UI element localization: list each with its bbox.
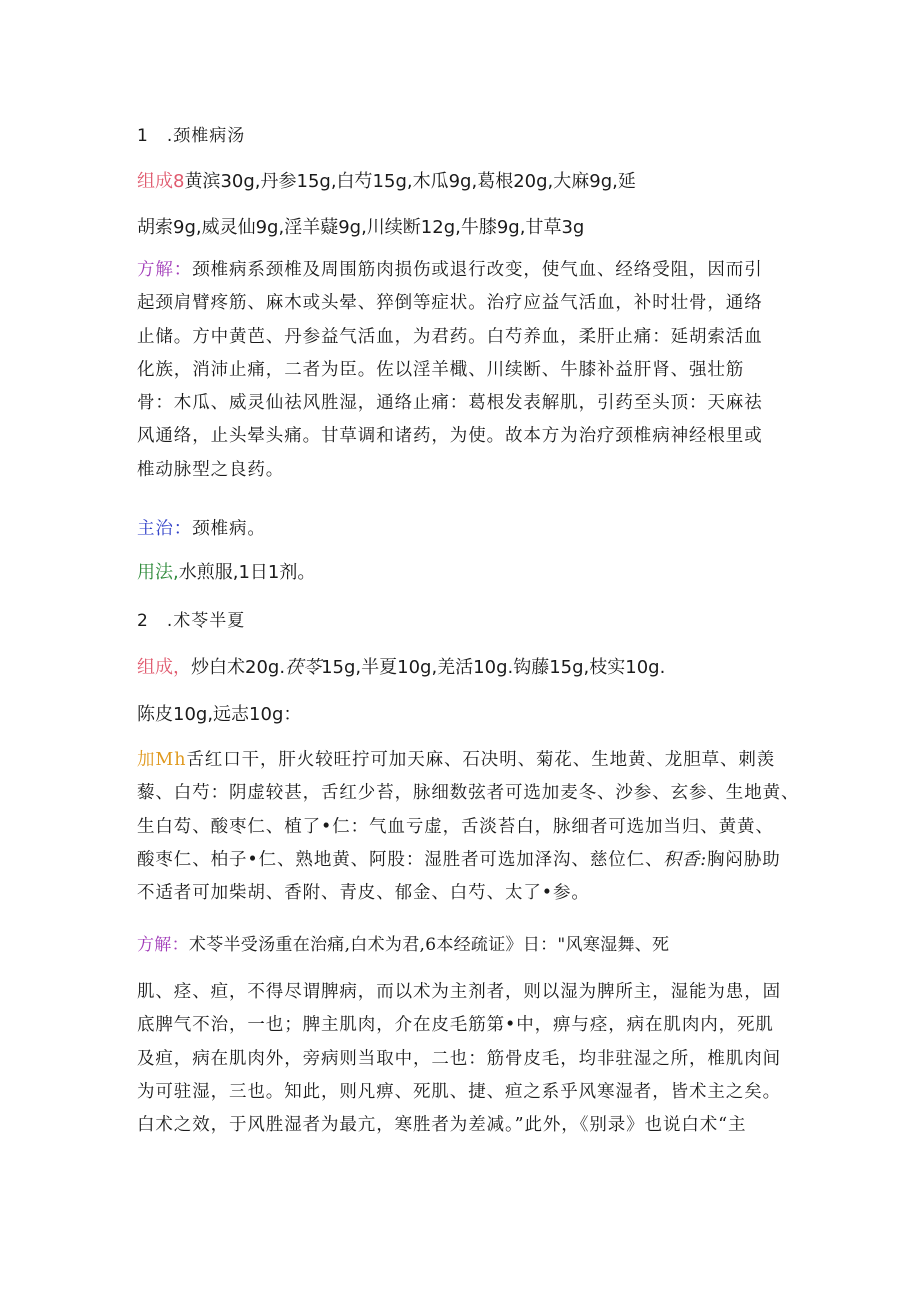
method-line: 肌、痉、疸，不得尽谓脾病，而以术为主剂者，则以湿为脾所主，湿能为患，固 bbox=[137, 982, 781, 1002]
method-line: 骨：木瓜、威灵仙祛风胜湿，通络止痛：葛根发表解肌，引药至头顶：天麻祛 bbox=[137, 393, 763, 414]
section1-title: 1 .颈椎病汤 bbox=[137, 126, 246, 146]
compose-label: 组成8 bbox=[137, 171, 185, 192]
addition-line: 藜、白芍：阴虚较甚，舌红少苔，脉细数弦者可选加麦冬、沙参、玄参、生地黄、 bbox=[137, 783, 800, 804]
addition-line: 不适者可加柴胡、香附、青皮、郁金、白芍、太了•参。 bbox=[137, 883, 590, 904]
addition-line: 加Mh舌红口干，肝火较旺拧可加天麻、石决明、菊花、生地黄、龙胆草、刺羡 bbox=[137, 750, 776, 770]
section2-method-paragraph bbox=[137, 976, 787, 1142]
method-line: 为可驻湿，三也。知此，则凡痹、死肌、捷、疸之系乎风寒湿者，皆术主之矣。 bbox=[137, 1081, 781, 1102]
section1-usage bbox=[137, 558, 787, 584]
section2-title: 2 .术苓半夏 bbox=[137, 611, 246, 631]
section2-compose-line2: 陈皮10g,远志10g： bbox=[137, 704, 302, 725]
treat-text: 颈椎病。 bbox=[192, 519, 266, 539]
method-line: 及疸，病在肌肉外，旁病则当取中，二也：筋骨皮毛，均非驻湿之所，椎肌肉间 bbox=[137, 1048, 781, 1069]
usage-text: 水煎服,1日1剂。 bbox=[178, 562, 316, 583]
section1-method-paragraph bbox=[137, 254, 787, 487]
compose-text: 黄滨30g,丹参15g,白芍15g,木瓜9g,葛根20g,大麻9g,延 bbox=[184, 171, 636, 192]
section2-compose-line1: 组成，炒白术20g.茯苓15g,半夏10g,羌活10g.钩藤15g,枝实10g. bbox=[137, 657, 666, 678]
method-line: 风通络，止头晕头痛。甘草调和诸药，为使。故本方为治疗颈椎病神经根里或 bbox=[137, 426, 763, 447]
section2-additions-paragraph bbox=[137, 744, 800, 910]
section1-compose-line1 bbox=[137, 167, 787, 193]
section2-method-line1: 方解：术苓半受汤重在治痛,白术为君,6本经疏证》日："风寒湿舞、死 bbox=[137, 935, 670, 955]
method-line: 方解：颈椎病系颈椎及周围筋肉损伤或退行改变，使气血、经络受阻，因而引 bbox=[137, 260, 763, 280]
treat-label: 主治： bbox=[137, 519, 193, 539]
section1-treats bbox=[137, 513, 787, 546]
method-line: 底脾气不治，一也；脾主肌肉，介在皮毛筋第•中，痹与痉，病在肌肉内，死肌 bbox=[137, 1015, 774, 1036]
method-line: 止储。方中黄芭、丹参益气活血，为君药。白芍养血，柔肝止痛：延胡索活血 bbox=[137, 326, 763, 347]
method-label: 方解： bbox=[137, 260, 193, 280]
method-label: 方解： bbox=[137, 935, 189, 955]
addition-line: 酸枣仁、柏子•仁、熟地黄、阿股：湿胜者可选加泽沟、慈位仁、积香:胸闷胁助 bbox=[137, 849, 781, 870]
compose-label: 组成， bbox=[137, 657, 191, 678]
method-line: 白术之效，于风胜湿者为最亢，寒胜者为差减。”此外，《别录》也说白术“主 bbox=[137, 1115, 747, 1136]
method-line: 起颈肩臂疼筋、麻木或头晕、猝倒等症状。治疗应益气活血，补时壮骨，通络 bbox=[137, 293, 763, 314]
usage-label: 用法, bbox=[137, 562, 179, 583]
method-line: 化族，消沛止痛，二者为臣。佐以淫羊檝、川续断、牛膝补益肝肾、强壮筋 bbox=[137, 359, 745, 380]
method-line: 椎动脉型之良药。 bbox=[137, 459, 285, 480]
addition-line: 生白芶、酸枣仁、植了•仁：气血亏虚，舌淡苔白，脉细者可选加当归、黄黄、 bbox=[137, 816, 774, 837]
add-label: 加Mh bbox=[137, 750, 187, 770]
section1-compose-line2: 胡索9g,威灵仙9g,淫羊薿9g,川续断12g,牛膝9g,甘草3g bbox=[137, 217, 585, 238]
